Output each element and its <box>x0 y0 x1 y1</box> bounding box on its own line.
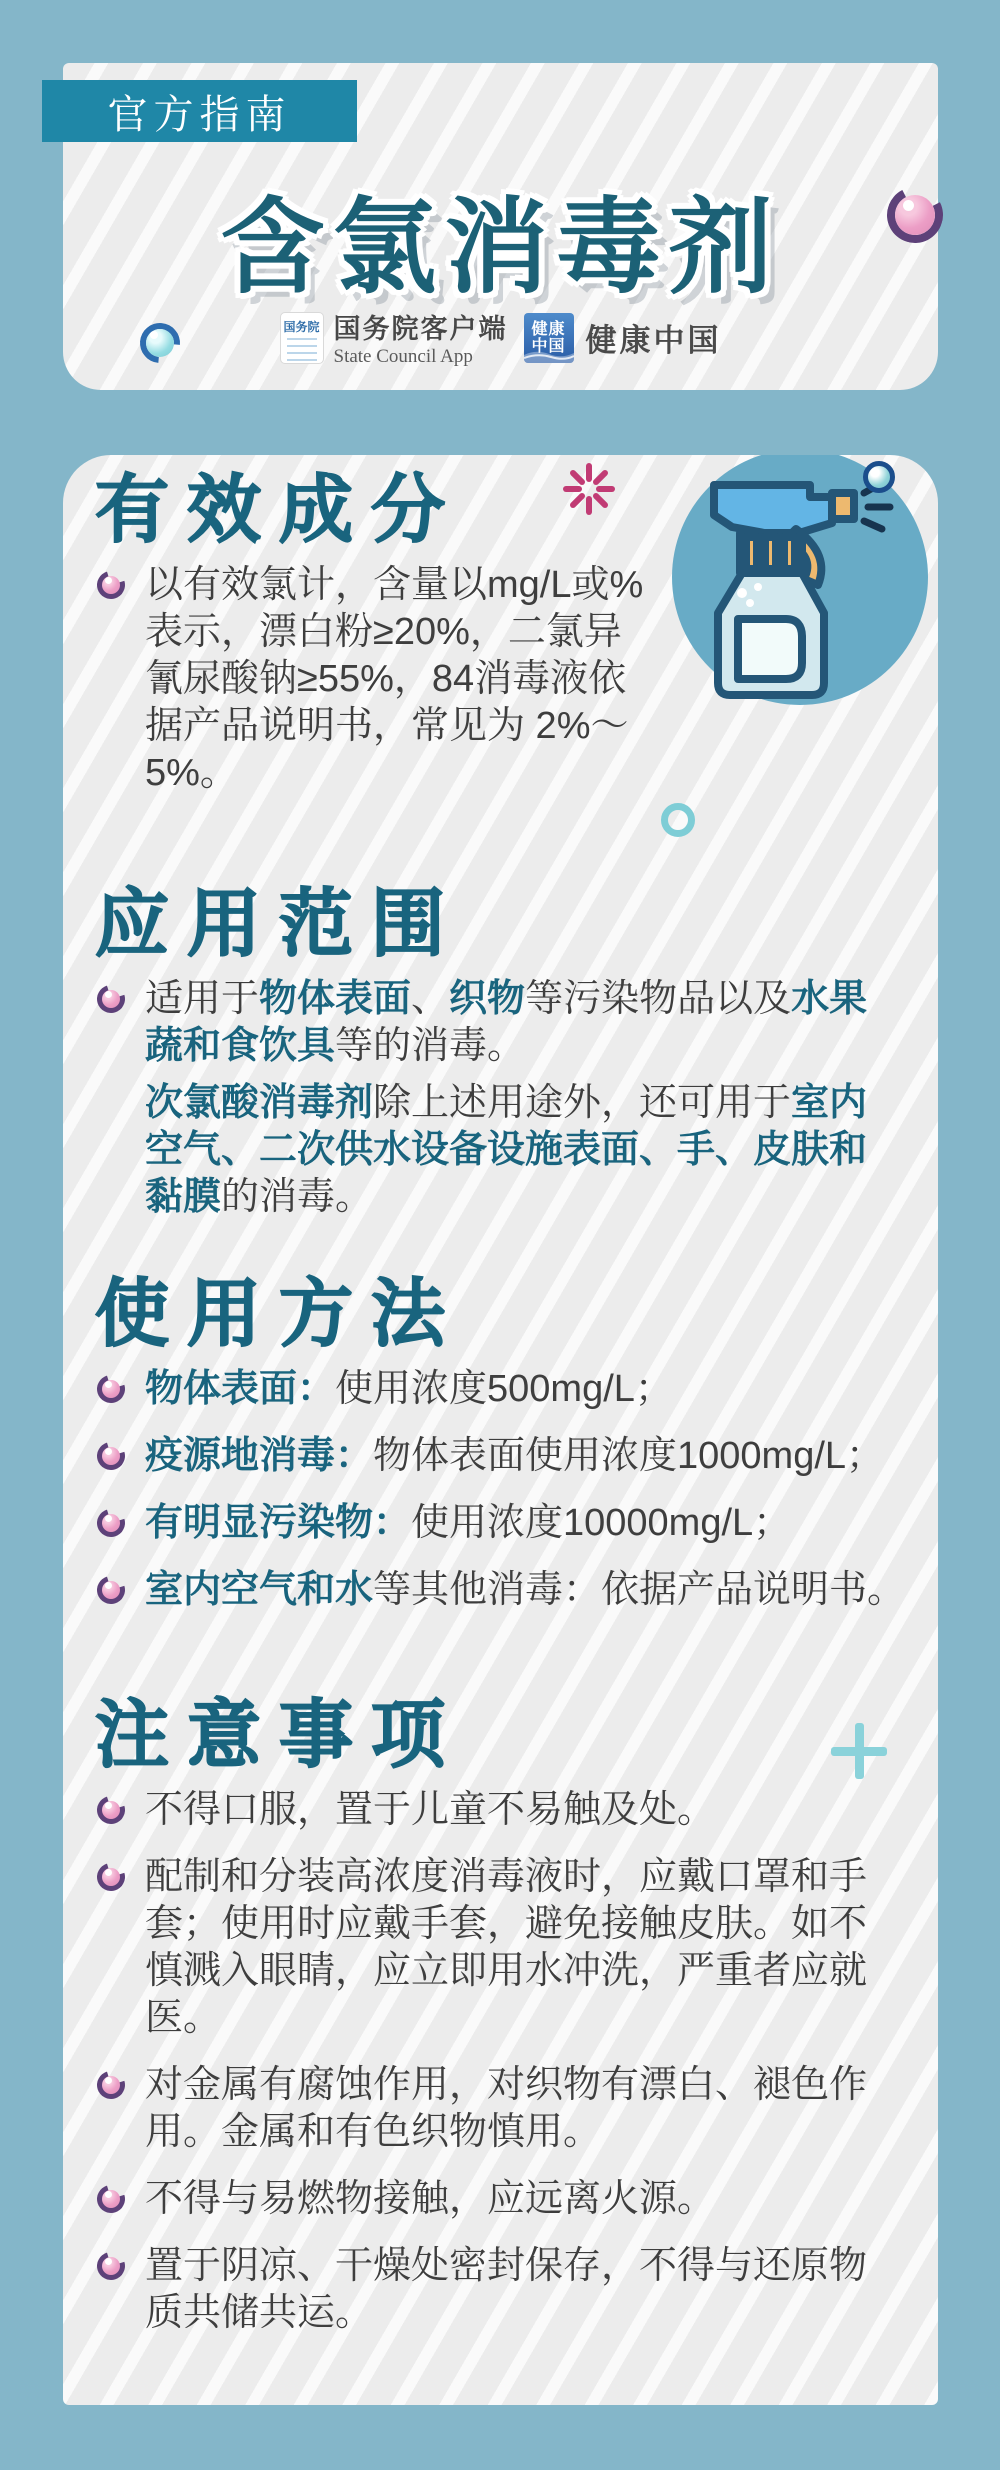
section-usage-methods <box>95 1271 910 1614</box>
plain-text: 对金属有腐蚀作用，对织物有漂白、褪色作 <box>145 2064 868 2107</box>
bullet-bead-icon <box>97 2071 125 2099</box>
item-text <box>145 976 910 1070</box>
plain-text: 表示，漂白粉≥20%，二氯异 <box>145 611 622 654</box>
highlighted-text: 织物 <box>449 978 526 1021</box>
item-text <box>145 1080 910 1221</box>
bullet-item <box>95 1854 910 2042</box>
section-heading: 使用方法 <box>95 1272 463 1356</box>
bullet-bead-icon <box>97 1509 125 1537</box>
section-precautions <box>95 1692 910 2337</box>
plain-text: 慎溅入眼睛，应立即用水冲洗，严重者应就 <box>145 1950 868 1993</box>
state-council-app-icon <box>280 312 324 364</box>
bullet-item <box>95 1567 910 1614</box>
section-heading: 应用范围 <box>95 882 463 966</box>
highlighted-text: 物体表面 <box>259 978 412 1021</box>
plain-text: 使用浓度500mg/L； <box>335 1368 673 1411</box>
item-text <box>145 1433 910 1480</box>
teal-bead-decoration <box>140 323 180 363</box>
bullet-item <box>95 1433 910 1480</box>
plain-text: 配制和分装高浓度消毒液时，应戴口罩和手 <box>145 1856 868 1899</box>
plain-text: 除上述用途外，还可用于 <box>373 1082 792 1125</box>
state-council-app-logo <box>280 307 508 368</box>
plain-text: 以有效氯计，含量以mg/L或% <box>145 564 644 607</box>
plain-text: 的消毒。 <box>221 1176 374 1219</box>
item-text <box>145 562 705 797</box>
item-text <box>145 2062 910 2156</box>
bullet-bead-icon <box>97 1442 125 1470</box>
highlighted-text: 有明显污染物： <box>145 1502 412 1545</box>
paragraph-item <box>95 1080 910 1221</box>
plain-text: 用。金属和有色织物慎用。 <box>145 2111 602 2154</box>
plain-text: 套；使用时应戴手套，避免接触皮肤。如不 <box>145 1903 868 1946</box>
bullet-item <box>95 1787 910 1834</box>
item-text <box>145 1787 910 1834</box>
bullet-bead-icon <box>97 1375 125 1403</box>
bullet-bead-icon <box>97 1863 125 1891</box>
state-council-name-en: State Council App <box>333 346 473 367</box>
bullet-bead-icon <box>97 1796 125 1824</box>
bullet-bead-icon <box>97 2185 125 2213</box>
item-text <box>145 1366 910 1413</box>
section-heading: 注意事项 <box>95 1693 463 1777</box>
bullet-item <box>95 1366 910 1413</box>
highlighted-text: 空气、二次供水设备设施表面、手、皮肤和 <box>145 1129 868 1172</box>
plain-text: 置于阴凉、干燥处密封保存，不得与还原物 <box>145 2245 868 2288</box>
highlighted-text: 疫源地消毒： <box>145 1435 374 1478</box>
bullet-item <box>95 2176 910 2223</box>
plain-text: 物体表面使用浓度1000mg/L； <box>373 1435 885 1478</box>
plain-text: 适用于 <box>145 978 260 1021</box>
bullet-item <box>95 2062 910 2156</box>
bullet-bead-icon <box>97 1576 125 1604</box>
state-council-icon-lines <box>287 338 317 363</box>
bullet-item <box>95 1500 910 1547</box>
healthy-china-name: 健康中国 <box>585 323 722 358</box>
bullet-item <box>95 562 910 797</box>
highlighted-text: 蔬和食饮具 <box>145 1025 336 1068</box>
healthy-china-icon <box>524 313 574 363</box>
state-council-name-cn: 国务院客户端 <box>333 314 508 344</box>
sections-container <box>95 467 910 2337</box>
healthy-china-logo <box>524 313 722 363</box>
content-card <box>63 455 938 2405</box>
item-text <box>145 2243 910 2337</box>
plain-text: 医。 <box>145 1997 222 2040</box>
highlighted-text: 水果 <box>791 978 868 1021</box>
section-active-ingredients <box>95 467 910 797</box>
state-council-icon-label: 国务院 <box>283 319 320 334</box>
page-title: 含氯消毒剂 <box>220 190 781 306</box>
item-text <box>145 1854 910 2042</box>
highlighted-text: 室内空气和水 <box>145 1569 374 1612</box>
pink-bead-decoration <box>887 187 943 243</box>
plain-text: 等污染物品以及 <box>525 978 792 1021</box>
highlighted-text: 次氯酸消毒剂 <box>145 1082 374 1125</box>
official-guide-badge: 官方指南 <box>42 80 357 142</box>
bullet-item <box>95 976 910 1070</box>
bullet-bead-icon <box>97 2252 125 2280</box>
plain-text: 等其他消毒：依据产品说明书。 <box>373 1569 906 1612</box>
section-heading: 有效成分 <box>95 468 463 551</box>
plain-text: 据产品说明书，常见为 2%～5%。 <box>145 705 629 795</box>
bullet-bead-icon <box>97 571 125 599</box>
plain-text: 氰尿酸钠≥55%，84消毒液依 <box>145 658 627 701</box>
plain-text: 质共储共运。 <box>145 2292 374 2335</box>
highlighted-text: 室内 <box>791 1082 868 1125</box>
section-application-scope <box>95 881 910 1221</box>
plain-text: 使用浓度10000mg/L； <box>411 1502 792 1545</box>
item-text <box>145 1567 910 1614</box>
plain-text: 不得口服，置于儿童不易触及处。 <box>145 1789 716 1832</box>
plain-text: 等的消毒。 <box>335 1025 526 1068</box>
plain-text: 、 <box>411 978 450 1021</box>
healthy-china-icon-line2: 中国 <box>531 337 566 355</box>
item-text <box>145 2176 910 2223</box>
state-council-app-name <box>334 307 508 368</box>
highlighted-text: 黏膜 <box>145 1176 222 1219</box>
highlighted-text: 物体表面： <box>145 1368 336 1411</box>
bullet-bead-icon <box>97 985 125 1013</box>
healthy-china-icon-line1: 健康 <box>531 320 566 338</box>
plain-text: 不得与易燃物接触，应远离火源。 <box>145 2178 716 2221</box>
item-text <box>145 1500 910 1547</box>
bullet-item <box>95 2243 910 2337</box>
logo-row <box>63 307 938 368</box>
